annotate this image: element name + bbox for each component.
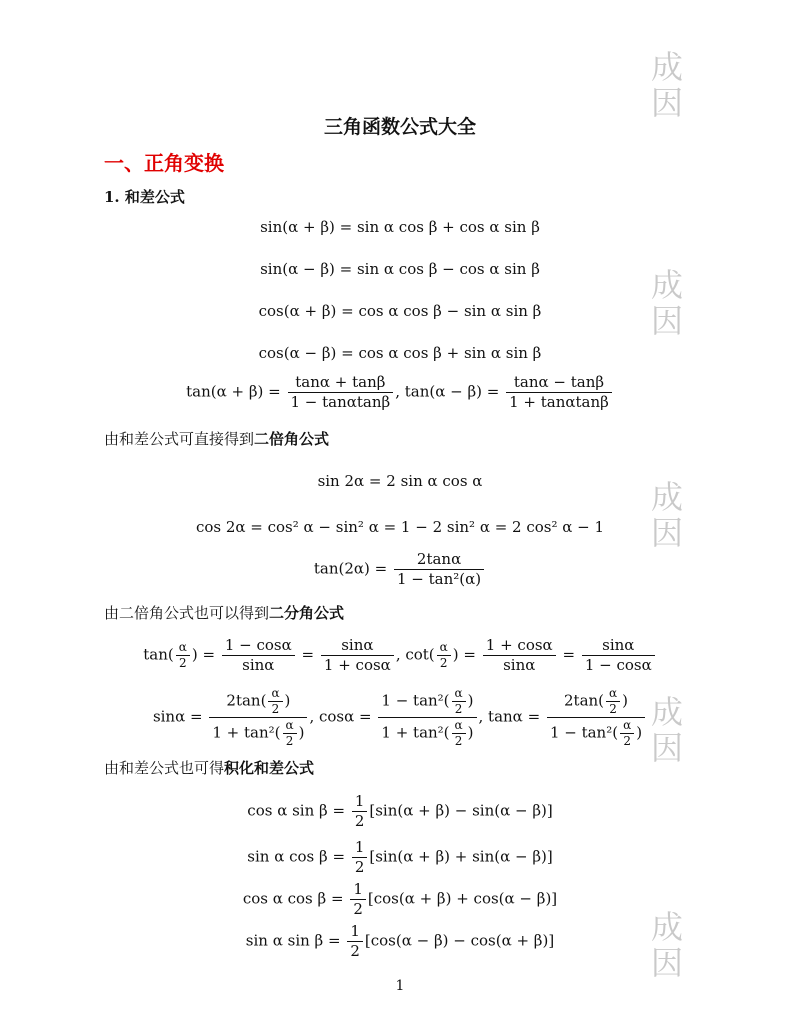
fraction <box>378 686 476 749</box>
equals: = <box>301 645 315 664</box>
one-half <box>350 880 366 919</box>
tan-2a-lhs: tan(2α) = <box>313 559 388 578</box>
paragraph-text: 由和差公式也可得 <box>104 759 225 777</box>
text: ) <box>284 691 291 710</box>
equation-tan-2a <box>0 550 800 589</box>
numerator: α <box>454 686 463 700</box>
text: ) <box>622 691 628 710</box>
numerator <box>209 686 307 717</box>
equation-cos-2a: cos 2α = cos² α − sin² α = 1 − 2 sin² α = 2 cos² α − 1 <box>195 518 605 536</box>
fraction <box>582 636 655 675</box>
paragraph-text: 由和差公式可直接得到 <box>104 430 255 448</box>
numerator: 2tanα <box>416 550 462 568</box>
denominator: 2 <box>352 811 368 831</box>
denominator: 2 <box>437 655 451 671</box>
equation-tan-sum-diff <box>0 373 800 412</box>
numerator: α <box>271 686 280 700</box>
numerator: tanα + tanβ <box>295 373 386 391</box>
alpha-over-two <box>452 718 466 749</box>
denominator <box>547 717 645 749</box>
rhs: [sin(α + β) + sin(α − β)] <box>369 847 553 866</box>
tana-lhs: , tanα = <box>478 707 541 726</box>
paragraph-text: 由二倍角公式也可以得到 <box>104 604 270 622</box>
numerator: α <box>609 686 618 700</box>
paragraph-bold-term: 积化和差公式 <box>224 759 315 777</box>
rhs: [cos(α + β) + cos(α − β)] <box>367 889 558 908</box>
close-eq: ) = <box>191 645 216 664</box>
one-half <box>352 792 368 831</box>
denominator: 2 <box>347 941 363 961</box>
equation-sin-2a: sin 2α = 2 sin α cos α <box>317 472 483 490</box>
one-half <box>347 922 363 961</box>
denominator: 2 <box>268 701 282 717</box>
alpha-over-two <box>176 640 190 671</box>
rhs: [sin(α + β) − sin(α − β)] <box>369 801 553 820</box>
half-tan-lhs: tan( <box>143 645 174 664</box>
text: 1 + tan²( <box>381 723 450 742</box>
text: 2tan( <box>226 691 267 710</box>
subsection-heading: 1. 和差公式 <box>104 188 185 206</box>
numerator: sinα <box>341 636 374 654</box>
equals: = <box>562 645 576 664</box>
text: ) <box>467 723 474 742</box>
paragraph-bold-term: 二分角公式 <box>269 604 345 622</box>
numerator: 1 <box>353 880 363 898</box>
close-eq: ) = <box>452 645 476 664</box>
equation-cos-diff: cos(α − β) = cos α cos β + sin α sin β <box>258 344 542 362</box>
tan-sum-lhs: tan(α + β) = <box>186 382 281 401</box>
numerator: α <box>285 718 294 732</box>
tan-diff-fraction <box>506 373 612 412</box>
alpha-over-two <box>437 640 451 671</box>
section-heading: 一、正角变换 <box>104 151 224 175</box>
numerator: 1 − cosα <box>224 636 292 654</box>
watermark: 成因 <box>646 268 684 340</box>
denominator <box>209 717 307 749</box>
watermark: 成因 <box>646 480 684 552</box>
lhs: sin α sin β = <box>245 931 341 950</box>
numerator <box>547 686 645 717</box>
numerator: sinα <box>602 636 635 654</box>
numerator: 1 <box>350 922 360 940</box>
equation-sin-diff: sin(α − β) = sin α cos β − cos α sin β <box>260 260 540 278</box>
lhs: cos α sin β = <box>247 801 346 820</box>
numerator: α <box>178 639 187 654</box>
text: 2tan( <box>564 691 605 710</box>
sina-lhs: sinα = <box>152 707 203 726</box>
tan-sum-fraction <box>288 373 394 412</box>
lhs: sin α cos β = <box>247 847 346 866</box>
text: ) <box>636 723 643 742</box>
denominator: 2 <box>620 733 634 749</box>
text: 1 − tan²( <box>549 723 619 742</box>
denominator: 2 <box>606 701 620 717</box>
denominator: 2 <box>283 733 297 749</box>
text: 1 − tan²( <box>381 691 450 710</box>
numerator: tanα − tanβ <box>513 373 605 391</box>
denominator <box>378 717 476 749</box>
denominator: 2 <box>352 857 368 877</box>
denominator: 1 − tan²(α) <box>394 569 484 589</box>
equation-cos-sum: cos(α + β) = cos α cos β − sin α sin β <box>258 302 542 320</box>
text: 1 + tan²( <box>212 723 281 742</box>
denominator: 2 <box>452 701 466 717</box>
fraction <box>222 636 295 675</box>
denominator: 1 − tanαtanβ <box>288 392 394 412</box>
numerator <box>378 686 476 717</box>
denominator: 2 <box>452 733 466 749</box>
alpha-over-two <box>620 718 634 749</box>
denominator: 1 − cosα <box>582 655 655 675</box>
cosa-lhs: , cosα = <box>309 707 372 726</box>
text: ) <box>467 691 474 710</box>
watermark: 成因 <box>646 910 684 982</box>
alpha-over-two <box>606 686 620 717</box>
numerator: 1 <box>354 838 365 856</box>
denominator: sinα <box>483 655 556 675</box>
fraction <box>321 636 394 675</box>
paragraph-product-to-sum <box>104 757 314 778</box>
alpha-over-two <box>283 718 297 749</box>
equation-sin-sum: sin(α + β) = sin α cos β + cos α sin β <box>260 218 540 236</box>
fraction <box>547 686 645 749</box>
lhs: cos α cos β = <box>242 889 344 908</box>
paragraph-bold-term: 二倍角公式 <box>254 430 330 448</box>
fraction <box>483 636 556 675</box>
alpha-over-two <box>268 686 282 717</box>
page-number: 1 <box>395 978 405 994</box>
numerator: α <box>439 639 448 654</box>
text: ) <box>298 723 305 742</box>
paragraph-double-angle <box>104 428 329 449</box>
tan-diff-lhs: , tan(α − β) = <box>395 382 500 401</box>
numerator: α <box>623 718 632 732</box>
denominator: 2 <box>176 655 190 671</box>
denominator: 1 + tanαtanβ <box>506 392 612 412</box>
denominator: sinα <box>222 655 295 675</box>
half-cot-lhs: , cot( <box>395 645 435 664</box>
denominator: 1 + cosα <box>321 655 394 675</box>
watermark: 成因 <box>646 695 684 767</box>
equation-product-2 <box>0 838 800 877</box>
equation-product-1 <box>0 792 800 831</box>
watermark: 成因 <box>646 50 684 122</box>
numerator: α <box>454 718 463 732</box>
numerator: 1 <box>354 792 365 810</box>
denominator: 2 <box>350 899 366 919</box>
numerator: 1 + cosα <box>485 636 553 654</box>
fraction <box>209 686 307 749</box>
paragraph-half-angle <box>104 602 344 623</box>
equation-half-tan-cot <box>0 636 800 675</box>
rhs: [cos(α − β) − cos(α + β)] <box>364 931 555 950</box>
one-half <box>352 838 368 877</box>
tan-2a-fraction <box>394 550 484 589</box>
page-title: 三角函数公式大全 <box>323 116 476 138</box>
alpha-over-two <box>452 686 466 717</box>
